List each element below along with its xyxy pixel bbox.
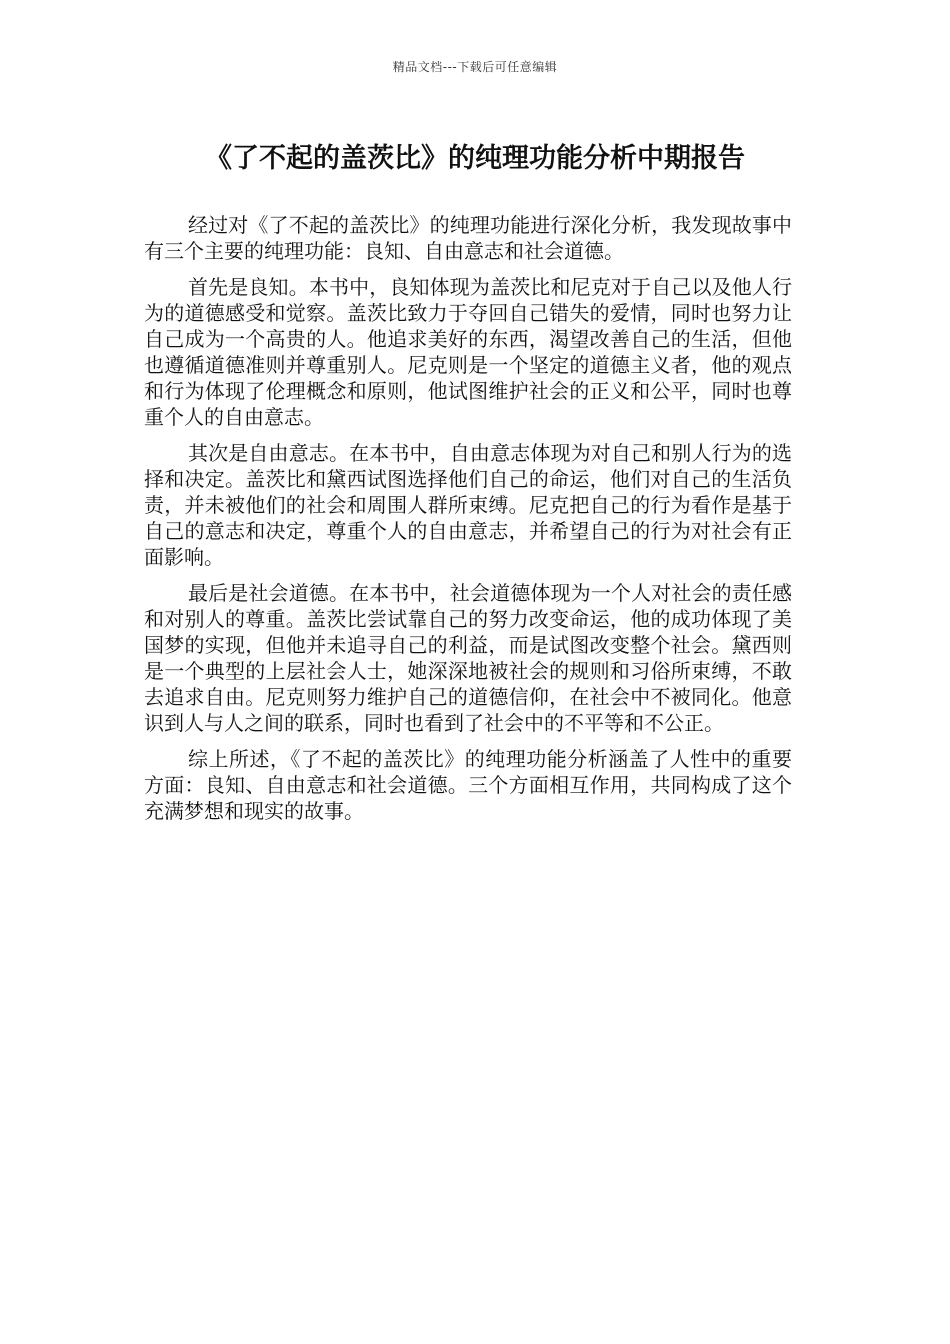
paragraph-free-will: 其次是自由意志。在本书中，自由意志体现为对自己和别人行为的选择和决定。盖茨比和黛西试图选择他们自己的命运，他们对自己的生活负责，并未被他们的社会和周围人群所束缚。尼克把自己的行为看作是基于自己的意志和决定，尊重个人的自由意志，并希望自己的行为对社会有正面影响。 — [144, 441, 792, 569]
paragraph-conscience: 首先是良知。本书中，良知体现为盖茨比和尼克对于自己以及他人行为的道德感受和觉察。盖茨比致力于夺回自己错失的爱情，同时也努力让自己成为一个高贵的人。他追求美好的东西，渴望改善自己的生活，但他也遵循道德准则并尊重别人。尼克则是一个坚定的道德主义者，他的观点和行为体现了伦理概念和原则，他试图维护社会的正义和公平，同时也尊重个人的自由意志。 — [144, 275, 792, 429]
document-body — [144, 212, 792, 834]
paragraph-social-morality: 最后是社会道德。在本书中，社会道德体现为一个人对社会的责任感和对别人的尊重。盖茨比尝试靠自己的努力改变命运，他的成功体现了美国梦的实现，但他并未追寻自己的利益，而是试图改变整个社会。黛西则是一个典型的上层社会人士，她深深地被社会的规则和习俗所束缚，不敢去追求自由。尼克则努力维护自己的道德信仰，在社会中不被同化。他意识到人与人之间的联系，同时也看到了社会中的不平等和不公正。 — [144, 581, 792, 735]
page-header-watermark: 精品文档---下载后可任意编辑 — [392, 60, 558, 74]
document-title: 《了不起的盖茨比》的纯理功能分析中期报告 — [205, 143, 745, 174]
paragraph-conclusion: 综上所述，《了不起的盖茨比》的纯理功能分析涵盖了人性中的重要方面：良知、自由意志和社会道德。三个方面相互作用，共同构成了这个充满梦想和现实的故事。 — [144, 747, 792, 823]
paragraph-intro: 经过对《了不起的盖茨比》的纯理功能进行深化分析，我发现故事中有三个主要的纯理功能：良知、自由意志和社会道德。 — [144, 213, 792, 263]
